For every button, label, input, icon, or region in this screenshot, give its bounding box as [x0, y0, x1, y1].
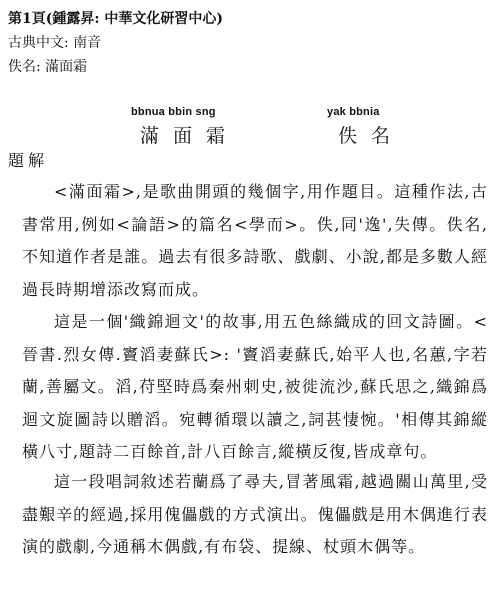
page-header-work: 佚名: 滿面霜 — [8, 59, 88, 75]
title-romanization: bbnua bbin sng — [131, 106, 216, 118]
work-title: 滿面霜 — [140, 125, 240, 147]
author-name: 佚名 — [338, 125, 405, 147]
section-heading: 題解 — [8, 151, 49, 170]
paragraph-2: 這是一個'織錦迴文'的故事,用五色絲織成的回文詩圖。<晉書.烈女傳.竇滔妻蘇氏>: '竇滔妻蘇氏,始平人也,名蕙,字若蘭,善屬文。滔,苻堅時爲秦州刺史,被徙流沙,蘇氏思之,織錦爲迴文旋圖詩以贈滔。宛轉循環以讀之,詞甚悽惋。'相傳其錦縱橫八寸,題詩二百餘首,計八百餘言,縱橫反復,皆成章句。 — [22, 312, 488, 461]
page-header-source: 第1頁(鍾露昇: 中華文化研習中心) — [8, 11, 224, 27]
paragraph-1: <滿面霜>,是歌曲開頭的幾個字,用作題目。這種作法,古書常用,例如<論語>的篇名<學而>。佚,同'逸',失傳。佚名,不知道作者是誰。過去有很多詩歌、戲劇、小說,都是多數人經過長時期增添改寫而成。 — [22, 182, 488, 299]
author-romanization: yak bbnia — [327, 106, 380, 118]
page-header-category: 古典中文: 南音 — [8, 35, 102, 51]
paragraph-3: 這一段唱詞敘述若蘭爲了尋夫,冒著風霜,越過關山萬里,受盡艱辛的經過,採用傀儡戲的方式演出。傀儡戲是用木偶進行表演的戲劇,今通稱木偶戲,有布袋、提線、杖頭木偶等。 — [22, 472, 488, 556]
